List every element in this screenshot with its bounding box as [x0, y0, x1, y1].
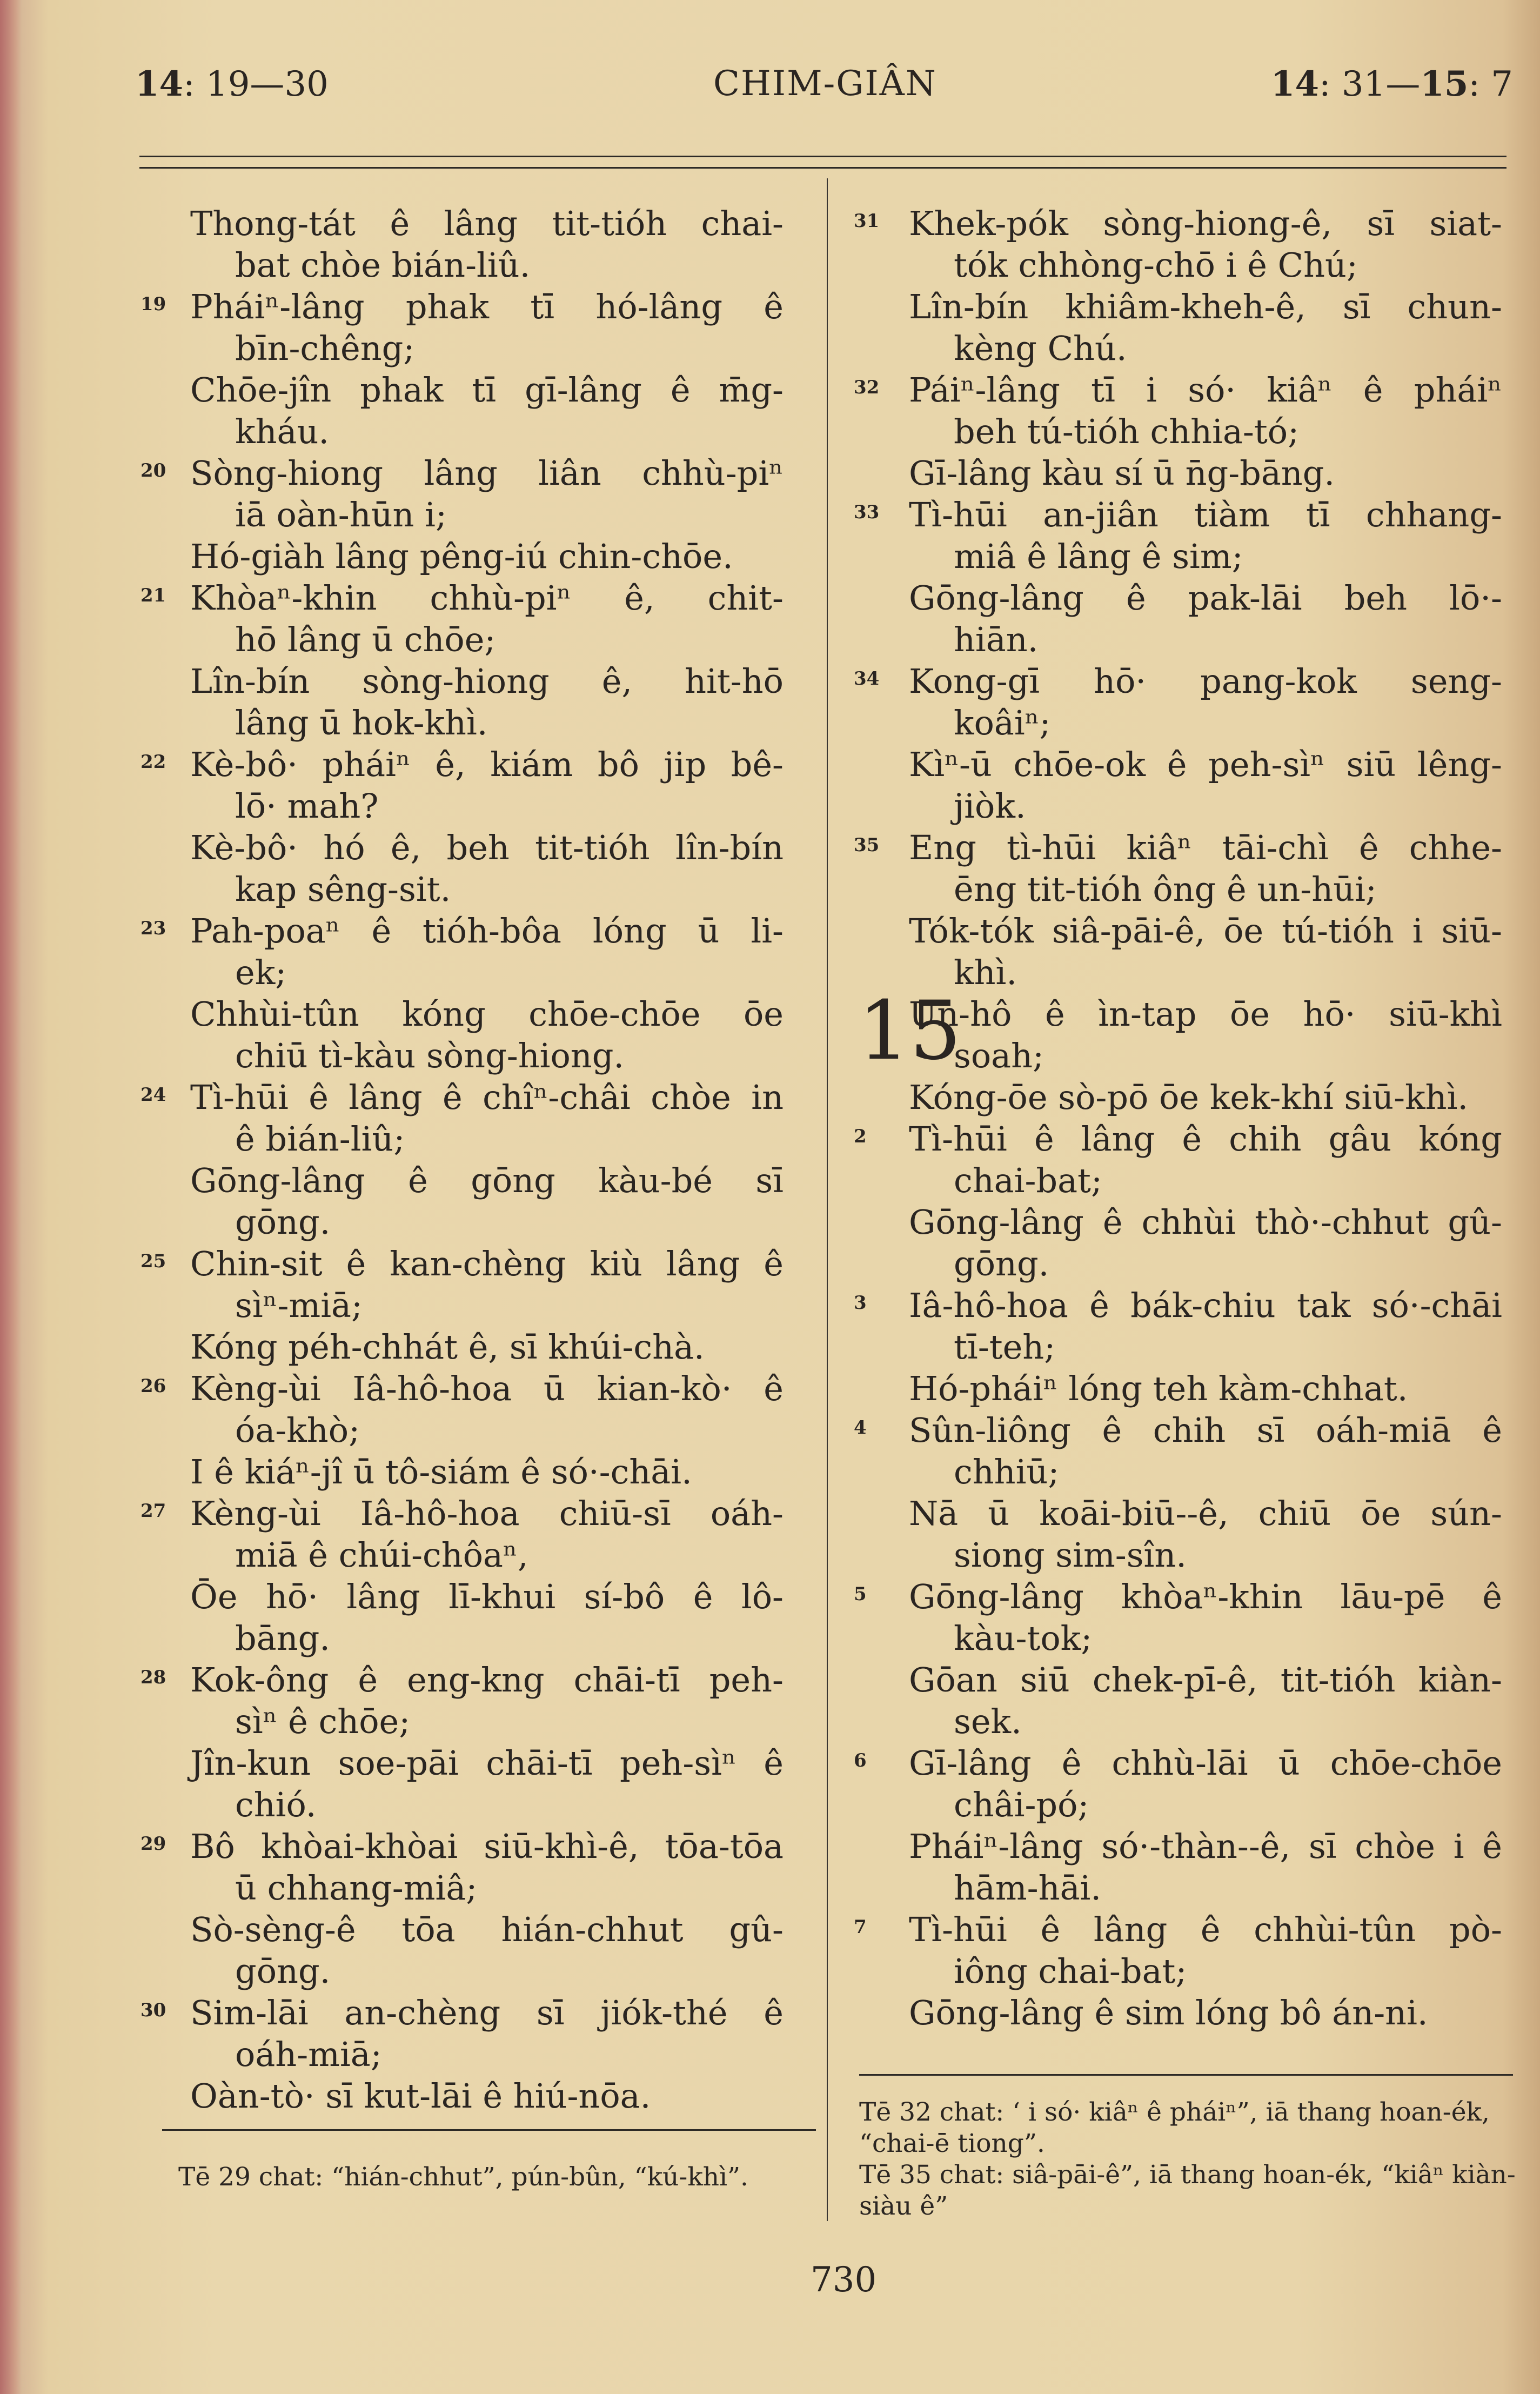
verse-text: lō· mah? [235, 786, 379, 826]
verse-text: Tì-hūi ê lâng ê chîⁿ-châi chòe in [190, 1078, 784, 1117]
verse-text: Páiⁿ-lâng tī i só· kiâⁿ ê pháiⁿ [909, 370, 1502, 410]
text-line [854, 660, 1502, 702]
verse-text: Khòaⁿ-khin chhù-piⁿ ê, chit- [190, 578, 784, 618]
verse-text: Tók-tók siâ-pāi-ê, ōe tú-tióh i siū- [909, 911, 1502, 951]
text-line [140, 952, 784, 993]
verse-text: tók chhòng-chō i ê Chú; [954, 245, 1358, 285]
verse-text: Gōng-lâng ê gōng kàu-bé sī [190, 1161, 784, 1200]
footnote-right [859, 2097, 1524, 2222]
text-line [859, 1617, 1502, 1659]
text-line [859, 411, 1502, 452]
verse-text: sìⁿ-miā; [235, 1286, 363, 1325]
text-line [140, 1617, 784, 1659]
verse-text: hām-hāi. [954, 1868, 1102, 1908]
text-line [140, 1160, 784, 1201]
verse-number: 4 [854, 1417, 867, 1439]
verse-text: Jîn-kun soe-pāi chāi-tī peh-sìⁿ ê [190, 1743, 784, 1783]
verse-text: hō lâng ū chōe; [235, 620, 496, 659]
verse-text: óa-khò; [235, 1410, 360, 1450]
text-line [859, 1451, 1502, 1493]
text-line [140, 1784, 784, 1825]
verse-text: Pháiⁿ-lâng phak tī hó-lâng ê [190, 287, 784, 326]
text-line [140, 1409, 784, 1451]
verse-text: kàu-tok; [954, 1619, 1093, 1658]
verse-number: 19 [140, 293, 166, 315]
text-line [140, 1285, 784, 1326]
text-line [859, 1992, 1502, 2034]
verse-text: I ê kiáⁿ-jî ū tô-siám ê só·-chāi. [190, 1452, 692, 1492]
text-line [140, 1243, 784, 1285]
text-line [140, 244, 784, 286]
text-line [140, 369, 784, 411]
text-line [140, 660, 784, 702]
text-line [854, 1285, 1502, 1326]
text-line [859, 1493, 1502, 1534]
text-line [140, 411, 784, 452]
verse-number: 35 [854, 834, 880, 856]
text-line [859, 1368, 1502, 1409]
verse-text: Khek-pók sòng-hiong-ê, sī siat- [909, 204, 1502, 243]
verse-text: ū chhang-miâ; [235, 1868, 478, 1908]
verse-text: Tì-hūi an-jiân tiàm tī chhang- [909, 495, 1502, 534]
text-line [140, 1493, 784, 1534]
text-line [854, 1909, 1502, 1950]
verse-number: 20 [140, 460, 166, 482]
text-line [859, 868, 1502, 910]
verse-number: 32 [854, 377, 880, 398]
verse-text: siong sim-sîn. [954, 1535, 1187, 1575]
text-line [140, 1201, 784, 1243]
text-line [140, 827, 784, 868]
header-book-title: CHIM-GIÂN [713, 64, 937, 104]
verse-number: 2 [854, 1126, 867, 1147]
header-right-reference [1271, 64, 1513, 104]
text-line [854, 369, 1502, 411]
text-line [859, 1201, 1502, 1243]
text-line [140, 494, 784, 536]
verse-text: kèng Chú. [954, 329, 1127, 368]
text-line [140, 1659, 784, 1701]
footnote-right-2: Tē 35 chat: siâ-pāi-ê”, iā thang hoan-ék, “kiâⁿ kiàn-siàu ê” [859, 2160, 1516, 2221]
text-line [859, 1035, 1502, 1076]
text-line [140, 2034, 784, 2075]
text-line [859, 286, 1502, 327]
text-line [859, 744, 1502, 785]
text-line [859, 1160, 1502, 1201]
text-line [859, 452, 1502, 494]
verse-text: gōng. [235, 1951, 331, 1991]
verse-number: 34 [854, 668, 880, 690]
verse-text: hiān. [954, 620, 1039, 659]
verse-text: Gōng-lâng khòaⁿ-khin lāu-pē ê [909, 1577, 1502, 1616]
verse-text: beh tú-tióh chhia-tó; [954, 412, 1299, 451]
verse-text: Tì-hūi ê lâng ê chih gâu kóng [909, 1119, 1502, 1159]
verse-text: Ōe hō· lâng lī-khui sí-bô ê lô- [190, 1577, 784, 1616]
footnote-rule-left [162, 2129, 816, 2131]
verse-number: 22 [140, 751, 166, 773]
text-line [854, 1742, 1502, 1784]
verse-text: soah; [954, 1036, 1044, 1075]
verse-text: oáh-miā; [235, 2035, 382, 2074]
running-header [0, 64, 1540, 123]
verse-text: Kè-bô· hó ê, beh tit-tióh lîn-bín [190, 828, 784, 867]
text-line [140, 577, 784, 619]
text-line [140, 1576, 784, 1617]
text-line [140, 1742, 784, 1784]
text-line [859, 1243, 1502, 1285]
text-line [140, 327, 784, 369]
verse-text: Gī-lâng ê chhù-lāi ū chōe-chōe [909, 1743, 1502, 1783]
verse-text: Gōng-lâng ê sim lóng bô án-ni. [909, 1993, 1428, 2032]
verse-text: chió. [235, 1785, 317, 1824]
verse-text: tī-teh; [954, 1327, 1056, 1367]
text-line [859, 577, 1502, 619]
verse-text: Lîn-bín sòng-hiong ê, hit-hō [190, 661, 784, 701]
verse-text: Bô khòai-khòai siū-khì-ê, tōa-tōa [190, 1827, 784, 1866]
verse-text: ek; [235, 953, 287, 992]
verse-text: Iâ-hô-hoa ê bák-chiu tak só·-chāi [909, 1286, 1502, 1325]
text-line [859, 785, 1502, 827]
text-line [140, 536, 784, 577]
text-line [859, 1867, 1502, 1909]
verse-number: 33 [854, 501, 880, 523]
verse-text: Gōng-lâng ê pak-lāi beh lō·- [909, 578, 1502, 618]
text-line [859, 1659, 1502, 1701]
footnote-left: Tē 29 chat: “hián-chhut”, pún-bûn, “kú-khì”. [178, 2162, 748, 2192]
text-line [140, 785, 784, 827]
verse-text: ê bián-liû; [235, 1119, 405, 1159]
text-line [854, 1118, 1502, 1160]
header-verse-end: : 7 [1468, 64, 1513, 104]
text-line [140, 1534, 784, 1576]
verse-text: Lîn-bín khiâm-kheh-ê, sī chun- [909, 287, 1502, 326]
verse-text: Sim-lāi an-chèng sī jiók-thé ê [190, 1993, 784, 2032]
header-chapter-start: 14 [1270, 64, 1319, 104]
text-line [854, 494, 1502, 536]
verse-text: Hó-pháiⁿ lóng teh kàm-chhat. [909, 1369, 1408, 1408]
verse-text: chiū tì-kàu sòng-hiong. [235, 1036, 625, 1075]
text-line [854, 203, 1502, 244]
verse-text: Pah-poaⁿ ê tióh-bôa lóng ū li- [190, 911, 784, 951]
verse-text: Kóng-ōe sò-pō ōe kek-khí siū-khì. [909, 1078, 1469, 1117]
verse-number: 6 [854, 1750, 867, 1771]
verse-text: iā oàn-hūn i; [235, 495, 447, 534]
verse-text: gōng. [954, 1244, 1049, 1283]
text-line [140, 452, 784, 494]
verse-text: Tì-hūi ê lâng ê chhùi-tûn pò- [909, 1910, 1502, 1949]
text-line [859, 536, 1502, 577]
verse-text: sek. [954, 1702, 1022, 1741]
text-line [859, 910, 1502, 952]
verse-text: Eng tì-hūi kiâⁿ tāi-chì ê chhe- [909, 828, 1502, 867]
verse-text: Pháiⁿ-lâng só·-thàn--ê, sī chòe i ê [909, 1827, 1502, 1866]
verse-number: 7 [854, 1916, 867, 1938]
verse-text: bīn-chêng; [235, 329, 415, 368]
verse-text: iông chai-bat; [954, 1951, 1187, 1991]
verse-text: Chhùi-tûn kóng chōe-chōe ōe [190, 994, 784, 1034]
verse-number: 21 [140, 585, 166, 606]
verse-text: jiòk. [954, 786, 1026, 826]
text-line [140, 1076, 784, 1118]
text-line [140, 1368, 784, 1409]
verse-number: 23 [140, 918, 166, 939]
page-number: 730 [811, 2260, 877, 2300]
verse-number: 26 [140, 1375, 166, 1397]
text-line [140, 744, 784, 785]
text-line [140, 1326, 784, 1368]
verse-text: kap sêng-sit. [235, 870, 451, 909]
text-line [140, 1451, 784, 1493]
verse-number: 24 [140, 1084, 166, 1106]
verse-text: gōng. [235, 1202, 331, 1242]
verse-text: Kèng-ùi Iâ-hô-hoa chiū-sī oáh- [190, 1494, 784, 1533]
verse-number: 25 [140, 1251, 166, 1272]
verse-number: 3 [854, 1292, 867, 1314]
verse-text: Hó-giàh lâng pêng-iú chin-chōe. [190, 537, 733, 576]
text-line [859, 1825, 1502, 1867]
verse-text: Kè-bô· pháiⁿ ê, kiám bô jip bê- [190, 745, 784, 784]
footnote-right-1: Tē 32 chat: ‘ i só· kiâⁿ ê pháiⁿ”, iā thang hoan-ék, “chai-ē tiong”. [859, 2097, 1490, 2158]
text-line [854, 1409, 1502, 1451]
text-line [859, 619, 1502, 660]
text-line [140, 868, 784, 910]
verse-text: Un-hô ê ìn-tap ōe hō· siū-khì [909, 994, 1502, 1034]
text-line [140, 203, 784, 244]
verse-text: Gōan siū chek-pī-ê, tit-tióh kiàn- [909, 1660, 1502, 1700]
verse-text: Kong-gī hō· pang-kok seng- [909, 661, 1502, 701]
header-chapter-end: 15 [1420, 64, 1469, 104]
text-line [140, 1701, 784, 1742]
text-line [140, 1825, 784, 1867]
verse-text: Kèng-ùi Iâ-hô-hoa ū kian-kò· ê [190, 1369, 784, 1408]
text-line [140, 286, 784, 327]
text-line [140, 1035, 784, 1076]
left-text-column [140, 203, 784, 2117]
header-double-rule [139, 156, 1506, 169]
verse-text: Gī-lâng kàu sí ū n̄g-bāng. [909, 453, 1335, 493]
verse-text: Kóng péh-chhát ê, sī khúi-chà. [190, 1327, 705, 1367]
text-line [140, 1118, 784, 1160]
verse-number: 28 [140, 1667, 166, 1688]
header-chapter: 14 [135, 64, 184, 104]
verse-text: bāng. [235, 1619, 330, 1658]
text-line [854, 827, 1502, 868]
verse-number: 29 [140, 1833, 166, 1855]
verse-text: ēng tit-tióh ông ê un-hūi; [954, 870, 1377, 909]
text-line [140, 702, 784, 744]
text-line [859, 1784, 1502, 1825]
text-line [140, 993, 784, 1035]
verse-text: Chin-sit ê kan-chèng kiù lâng ê [190, 1244, 784, 1283]
right-text-column [854, 203, 1502, 2034]
text-line [140, 910, 784, 952]
verse-text: Kok-ông ê eng-kng chāi-tī peh- [190, 1660, 784, 1700]
verse-text: koâiⁿ; [954, 703, 1051, 743]
text-line [859, 1326, 1502, 1368]
verse-text: lâng ū hok-khì. [235, 703, 488, 743]
text-line [859, 702, 1502, 744]
text-line [140, 1909, 784, 1950]
verse-text: châi-pó; [954, 1785, 1089, 1824]
verse-text: sìⁿ ê chōe; [235, 1702, 411, 1741]
verse-text: miā ê chúi-chôaⁿ, [235, 1535, 528, 1575]
verse-number: 30 [140, 2000, 166, 2021]
text-line [859, 1076, 1502, 1118]
text-line [140, 1867, 784, 1909]
verse-number: 27 [140, 1500, 166, 1522]
verse-text: Sò-sèng-ê tōa hián-chhut gû- [190, 1910, 784, 1949]
verse-text: Oàn-tò· sī kut-lāi ê hiú-nōa. [190, 2076, 651, 2116]
text-line [854, 1576, 1502, 1617]
header-verses-mid: : 31— [1318, 64, 1421, 104]
text-line [859, 1701, 1502, 1742]
verse-text: chai-bat; [954, 1161, 1102, 1200]
chapter-number: 15 [858, 984, 961, 1078]
verse-text: miâ ê lâng ê sim; [954, 537, 1243, 576]
text-line [140, 2075, 784, 2117]
text-line [859, 327, 1502, 369]
verse-text: bat chòe bián-liû. [235, 245, 531, 285]
verse-text: Sòng-hiong lâng liân chhù-piⁿ [190, 453, 784, 493]
verse-number: 31 [854, 210, 880, 232]
verse-text: Thong-tát ê lâng tit-tióh chai- [190, 204, 784, 243]
text-line [140, 619, 784, 660]
verse-number: 5 [854, 1583, 867, 1605]
text-line [859, 1950, 1502, 1992]
text-line [140, 1950, 784, 1992]
footnote-rule-right [859, 2074, 1513, 2076]
text-line [859, 244, 1502, 286]
verse-text: Gōng-lâng ê chhùi thò·-chhut gû- [909, 1202, 1502, 1242]
column-divider [827, 178, 828, 2221]
verse-text: chhiū; [954, 1452, 1060, 1492]
text-line [140, 1992, 784, 2034]
verse-text: khì. [954, 953, 1017, 992]
verse-text: kháu. [235, 412, 330, 451]
verse-text: Sûn-liông ê chih sī oáh-miā ê [909, 1410, 1502, 1450]
header-verses: : 19—30 [183, 64, 329, 104]
verse-text: Kìⁿ-ū chōe-ok ê peh-sìⁿ siū lêng- [909, 745, 1502, 784]
text-line [859, 1534, 1502, 1576]
verse-text: Chōe-jîn phak tī gī-lâng ê m̄g- [190, 370, 784, 410]
header-left-reference [135, 64, 329, 104]
verse-text: Nā ū koāi-biū--ê, chiū ōe sún- [909, 1494, 1502, 1533]
